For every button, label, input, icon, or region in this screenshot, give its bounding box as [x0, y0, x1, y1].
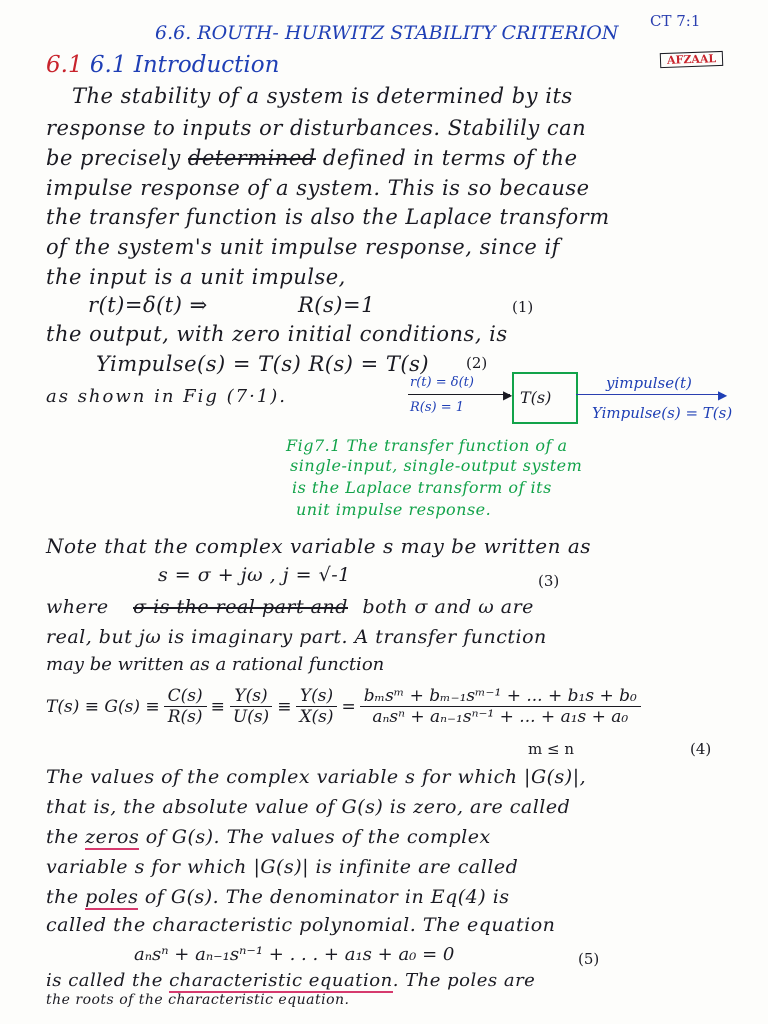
- eq4-condition: m ≤ n: [528, 740, 574, 758]
- intro-heading: 6.1 6.1 Introduction: [46, 52, 280, 78]
- eq1-lhs: r(t)=δ(t) ⇒: [88, 293, 208, 317]
- eq5-number: (5): [578, 950, 600, 968]
- diagram-output-top: yimpulse(t): [606, 374, 692, 392]
- intro-line-7: the input is a unit impulse,: [46, 265, 346, 289]
- fig-caption-4: unit impulse response.: [296, 500, 492, 519]
- fig-caption-1: Fig7.1 The transfer function of a: [286, 436, 568, 455]
- diagram-input-bottom: R(s) = 1: [410, 400, 465, 415]
- values-line-5: the poles of G(s). The denominator in Eq(4) is: [46, 886, 510, 908]
- author-tag: AFZAAL: [660, 51, 724, 68]
- struck-word: determined: [187, 146, 316, 170]
- input-arrow-head-icon: ▶: [503, 388, 513, 402]
- eq1-rhs: R(s)=1: [298, 293, 375, 317]
- eq2: Yimpulse(s) = T(s) R(s) = T(s): [96, 352, 430, 376]
- values-line-2: that is, the absolute value of G(s) is zero, are called: [46, 796, 571, 818]
- closing-line-1: is called the characteristic equation. The poles are: [46, 970, 536, 991]
- fig-caption-2: single-input, single-output system: [290, 456, 583, 475]
- eq2-number: (2): [466, 354, 488, 372]
- values-line-6: called the characteristic polynomial. The equation: [46, 914, 556, 936]
- diagram-input-top: r(t) = δ(t): [410, 375, 474, 390]
- page-code: CT 7:1: [650, 12, 701, 30]
- note-line-3: real, but jω is imaginary part. A transfer function: [46, 626, 547, 648]
- poles-term: poles: [85, 886, 139, 908]
- eq5: aₙsⁿ + aₙ₋₁sⁿ⁻¹ + . . . + a₁s + a₀ = 0: [134, 944, 455, 965]
- eq1-number: (1): [512, 298, 534, 316]
- note-line-2: where σ is the real part and both σ and ω are: [46, 596, 534, 618]
- section-title: 6.6. ROUTH- HURWITZ STABILITY CRITERION: [155, 22, 619, 44]
- eq3: s = σ + jω , j = √-1: [158, 564, 351, 586]
- as-shown-text: as shown in Fig (7·1).: [46, 386, 288, 407]
- intro-line-4: impulse response of a system. This is so because: [46, 176, 590, 200]
- output-arrow-line: [576, 394, 724, 395]
- intro-line-3: be precisely determined defined in terms of the: [46, 146, 578, 170]
- struck-phrase: σ is the real part and: [133, 596, 348, 618]
- eq4-number: (4): [690, 740, 712, 758]
- output-arrow-head-icon: ▶: [718, 388, 728, 402]
- diagram-output-bottom: Yimpulse(s) = T(s): [592, 404, 733, 422]
- intro-line-2: response to inputs or disturbances. Stabilily can: [46, 116, 587, 140]
- eq4: T(s) ≡ G(s) ≡ $\frac{C(s)}{R(s)}$ ≡ $\frac{Y(s)}{U(s)}$ ≡ $\frac{Y(s)}{X(s)}$ = $\frac{\text{bₘsᵐ + bₘ₋₁sᵐ⁻¹ + ... + b₁s + b₀}}{\text{aₙsⁿ + aₙ₋₁sⁿ⁻¹ + ... + a₁s + a₀}}$: [46, 686, 645, 727]
- fig-caption-3: is the Laplace transform of its: [292, 478, 552, 497]
- characteristic-equation-term: characteristic equation: [169, 970, 393, 991]
- intro-line-6: of the system's unit impulse response, since if: [46, 235, 560, 259]
- values-line-3: the zeros of G(s). The values of the complex: [46, 826, 491, 848]
- values-line-1: The values of the complex variable s for which |G(s)|,: [46, 766, 587, 788]
- intro-line-5: the transfer function is also the Laplace transform: [46, 205, 610, 229]
- note-line-4: may be written as a rational function: [46, 654, 385, 675]
- note-line-1: Note that the complex variable s may be written as: [46, 534, 592, 558]
- output-line: the output, with zero initial conditions, is: [46, 322, 508, 346]
- closing-line-2: the roots of the characteristic equation.: [46, 992, 350, 1008]
- input-arrow-line: [408, 394, 510, 395]
- values-line-4: variable s for which |G(s)| is infinite are called: [46, 856, 519, 878]
- zeros-term: zeros: [85, 826, 140, 848]
- eq3-number: (3): [538, 572, 560, 590]
- intro-line-1: The stability of a system is determined by its: [72, 84, 573, 108]
- transfer-block-label: T(s): [520, 388, 552, 407]
